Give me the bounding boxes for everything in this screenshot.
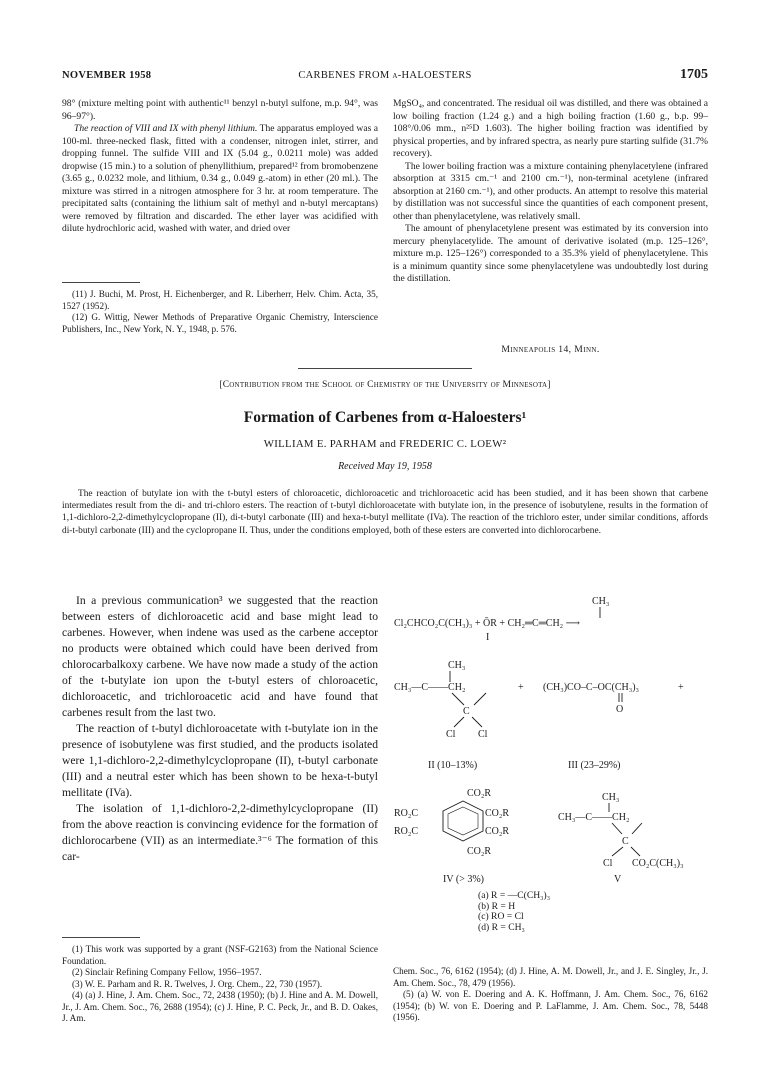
scheme-plus: + [518,682,524,693]
top-right-column [393,98,708,286]
svg-text:CH₃: CH₃ [448,660,466,671]
substituent-legend [478,891,598,933]
svg-text:CH₃—C——CH₂: CH₃—C——CH₂ [394,682,466,693]
svg-text:CH₃—C——CH₂: CH₃—C——CH₂ [558,812,630,823]
scheme-compound-label: I [486,632,490,643]
paragraph: The reaction of t-butyl dichloroacetate with t-butylate ion in the presence of isobutylene was first studied, and the products isolated were 1,1-dichloro-2,2-dimethylcyclopropane (II), t-butyl carbonate (III) and a neutral ester which has been shown to be hexa-t-butyl mellitate (IVa). [62,722,378,799]
scheme-product-iii: (CH₃)CO–C–OC(CH₃)₃ [543,682,640,693]
paragraph: The amount of phenylacetylene present was estimated by its conversion into mercury phenylacetylide. The amount of derivative isolated (m.p. 125–126°, mixture m.p. 125–126°) corresponded to a 35.3% yield of phenylacetylene. This is a minimum quantity since some phenylacetylene was undoubtedly lost during the distillation. [393,223,708,284]
running-head-date: NOVEMBER 1958 [62,70,152,81]
svg-text:CO₂R: CO₂R [467,788,492,799]
scheme-label-v: V [614,874,622,885]
svg-text:CO₂R: CO₂R [485,808,510,819]
running-head [62,67,708,86]
scheme-reactant: Cl₂CHCO₂C(CH₃)₃ + ŌR + CH₂═C═CH₂ ⟶ [394,618,581,629]
footnote: (4) (a) J. Hine, J. Am. Chem. Soc., 72, 2438 (1950); (b) J. Hine and A. M. Dowell, Jr., J. Am. Chem. Soc., 76, 2688 (1954); (c) J. Hine, P. C. Peck, Jr., and B. D. Oakes, J. Am. [62,990,378,1023]
legend-item: (d) R = CH₃ [478,921,525,933]
institution-line: [Contribution from the School of Chemistry of the University of Minnesota] [219,379,551,390]
svg-text:CO₂R: CO₂R [467,846,492,857]
footnote: Chem. Soc., 76, 6162 (1954); (d) J. Hine, A. M. Dowell, Jr., and J. E. Singley, Jr., J. Am. Chem. Soc., 78, 479 (1956). [393,966,708,988]
footnote: (11) J. Buchi, M. Prost, H. Eichenberger, and R. Liberherr, Helv. Chim. Acta, 35, 1527 (1952). [62,289,378,311]
paragraph: In a previous communication³ we suggested that the reaction between esters of dichloroacetic acid and base might lead to carbenes. However, when indene was used as the carbene acceptor no products were obtained which could have been derived from chlorocarbalkoxy carbene. We have now made a study of the action of the t-butylate ion upon the t-butyl esters of chloroacetic, dichloroacetic, and trichloroacetic acid and have found that carbenes result from the last two. [62,594,378,719]
scheme-label-ii: II (10–13%) [428,760,478,771]
legend-item: (b) R = H [478,900,516,912]
scheme-label-iv: IV (> 3%) [443,874,485,885]
paragraph: 98° (mixture melting point with authentic¹¹ benzyl n-butyl sulfone, m.p. 94°, was 96–97°). [62,98,378,122]
paragraph: The lower boiling fraction was a mixture containing phenylacetylene (infrared absorption at 3315 cm.⁻¹ and 2100 cm.⁻¹), non-terminal acetylene (infrared absorption at 2160 cm.⁻¹), and other products. An attempt to resolve this material by distillation was not successful since the quantities of each component present, other than phenylacetylene, was relatively small. [393,160,708,222]
abstract: The reaction of butylate ion with the t-butyl esters of chloroacetic, dichloroacetic and trichloroacetic acid has been studied, and it has been shown that carbene intermediates result from the di- and tri-chloro esters. The reaction of t-butyl dichloroacetate with butylate ion, in the presence of isobutylene, results in the formation of 1,1-dichloro-2,2-dimethylcyclopropane (II), di-t-butyl carbonate (III) and hexa-t-butyl mellitate (IVa). The reaction of the trichloro ester, under similar conditions, affords di-t-butyl carbonate (III) and the cyclopropane II. Thus, under the conditions employed, both of these esters are converted into dichlorocarbene. [62,489,708,536]
signature-location: Minneapolis 14, Minn. [501,344,600,355]
legend-item: (a) R = —C(CH₃)₃ [478,890,551,901]
footnote: (1) This work was supported by a grant (NSF-G2163) from the National Science Foundation. [62,944,378,966]
article-authors: WILLIAM E. PARHAM and FREDERIC C. LOEW² [263,438,507,450]
svg-text:C: C [622,836,629,847]
top-left-footnotes [62,289,378,335]
article-title: Formation of Carbenes from α-Haloesters¹ [243,409,527,426]
footnote: (12) G. Wittig, Newer Methods of Preparative Organic Chemistry, Interscience Publishers, Inc., New York, N. Y., 1948, p. 576. [62,312,378,334]
section-heading: The reaction of VIII and IX with phenyl lithium. [74,123,258,134]
page-number: 1705 [680,67,708,82]
footnote: (2) Sinclair Refining Company Fellow, 1956–1957. [72,967,262,977]
body-left-column [62,593,378,865]
section-divider [298,368,472,369]
paragraph: MgSO₄, and concentrated. The residual oil was distilled, and there was obtained a low boiling fraction (1.24 g.) and a high boiling fraction (1.60 g., b.p. 99–108°/0.06 mm., n²⁵D 1.603). The higher boiling fraction was identified by physical properties, and by infrared spectra, as nearly pure starting sulfide (31.7% recovery). [393,98,708,159]
paragraph: The reaction of VIII and IX with phenyl lithium. The apparatus employed was a 100-ml. three-necked flask, fitted with a condenser, nitrogen inlet, stirrer, and dropping funnel. The sulfide VIII and IX (5.04 g., 0.0211 mole) was added dropwise (15 min.) to a solution of phenyllithium, prepared¹² from bromobenzene (3.65 g., 0.0232 mole, and lithium, 0.34 g., 0.049 g.-atom) in ether (20 ml.). The mixture was stirred in a nitrogen atmosphere for 3 hr. at room temperature. The precipitated salts (containing the lithium salt of methyl and n-butyl mercaptans) were removed by filtration and discarded. The ether layer was acidified with dilute hydrochloric acid, washed with water, and dried over [62,123,378,234]
running-head-title: CARBENES FROM α-HALOESTERS [298,70,472,81]
svg-text:RO₂C: RO₂C [394,808,419,819]
svg-text:O: O [616,704,624,715]
footnote: (3) W. E. Parham and R. R. Twelves, J. Org. Chem., 22, 730 (1957). [72,978,323,989]
svg-text:Cl: Cl [446,729,456,740]
scheme-plus: + [678,682,684,693]
svg-text:C: C [463,706,470,717]
scheme-label-iii: III (23–29%) [568,760,621,771]
svg-text:CO₂R: CO₂R [485,826,510,837]
received-date: Received May 19, 1958 [338,461,432,472]
reaction-scheme [388,590,718,910]
svg-text:Cl: Cl [603,858,613,869]
footnotes-right [393,966,708,1024]
scheme-ch3-label: CH₃ [592,596,610,607]
footnote: (5) (a) W. von E. Doering and A. K. Hoffmann, J. Am. Chem. Soc., 76, 6162 (1954); (b) W. von E. Doering and P. LaFlamme, J. Am. Chem. Soc., 78, 5448 (1956). [393,989,708,1022]
svg-text:CO₂C(CH₃)₃: CO₂C(CH₃)₃ [632,858,684,869]
footnotes-left [62,944,378,1025]
footnote-rule [62,937,140,938]
top-left-column [62,98,378,236]
svg-text:CH₃: CH₃ [602,792,620,803]
svg-text:RO₂C: RO₂C [394,826,419,837]
paragraph: The isolation of 1,1-dichloro-2,2-dimethylcyclopropane (II) from the above reaction is convincing evidence for the formation of dichlorocarbene (VII) as an intermediate.³⁻⁶ The formation of this car- [62,802,378,863]
svg-text:Cl: Cl [478,729,488,740]
legend-item: (c) RO = Cl [478,911,524,923]
footnote-rule [62,282,140,283]
